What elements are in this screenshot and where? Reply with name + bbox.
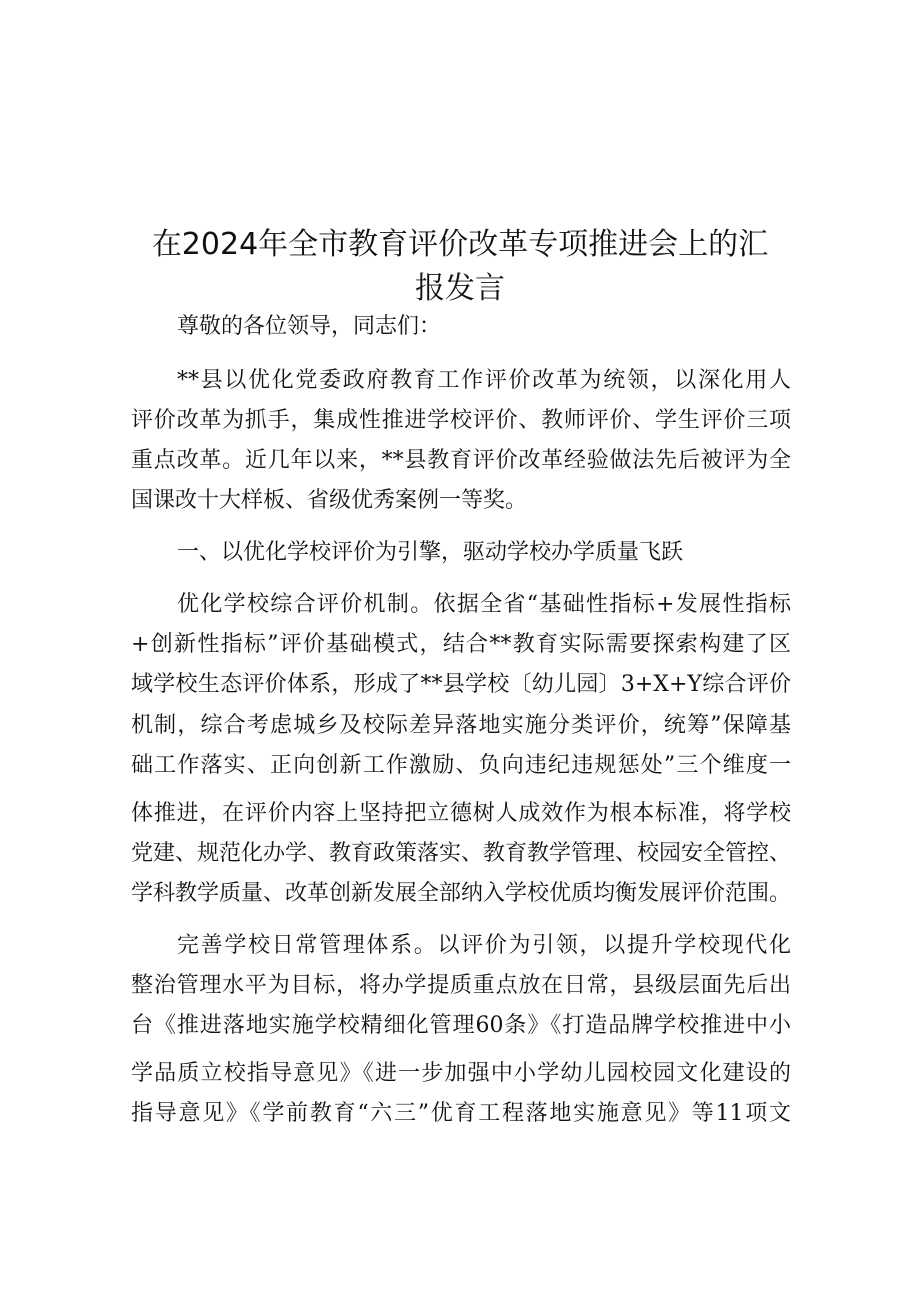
- paragraph-1-line: **县以优化党委政府教育工作评价改革为统领，以深化用人: [177, 368, 791, 393]
- paragraph-3-line: 指导意见》《学前教育“六三”优育工程落地实施意见》等11项文: [131, 1101, 791, 1126]
- paragraph-2-line: 党建、规范化办学、教育政策落实、教育教学管理、校园安全管控、: [131, 841, 792, 866]
- paragraph-2-line: 优化学校综合评价机制。依据全省“基础性指标+发展性指标: [177, 592, 791, 617]
- paragraph-1-line: 国课改十大样板、省级优秀案例一等奖。: [131, 488, 528, 513]
- paragraph-2-line: 机制，综合考虑城乡及校际差异落地实施分类评价，统筹”保障基: [131, 713, 791, 738]
- section-heading-1: 一、以优化学校评价为引擎，驱动学校办学质量飞跃: [177, 540, 684, 565]
- paragraph-1-line: 评价改革为抓手，集成性推进学校评价、教师评价、学生评价三项: [131, 408, 791, 433]
- salutation: 尊敬的各位领导，同志们：: [177, 314, 442, 339]
- paragraph-2-line: 体推进，在评价内容上坚持把立德树人成效作为根本标准，将学校: [131, 801, 791, 826]
- paragraph-2-line: 域学校生态评价体系，形成了**县学校〔幼儿园〕3+X+Y综合评价: [131, 672, 791, 697]
- paragraph-3-line: 台《推进落地实施学校精细化管理60条》《打造品牌学校推进中小: [131, 1013, 791, 1038]
- paragraph-3-line: 学品质立校指导意见》《进一步加强中小学幼儿园校园文化建设的: [131, 1061, 791, 1086]
- title-line-1: 在2024年全市教育评价改革专项推进会上的汇: [151, 227, 769, 262]
- paragraph-2-line: 学科教学质量、改革创新发展全部纳入学校优质均衡发展评价范围。: [131, 881, 792, 906]
- paragraph-2-line: +创新性指标”评价基础模式，结合**教育实际需要探索构建了区: [131, 632, 791, 657]
- paragraph-2-line: 础工作落实、正向创新工作激励、负向违纪违规惩处”三个维度一: [131, 753, 791, 778]
- paragraph-3-line: 完善学校日常管理体系。以评价为引领，以提升学校现代化: [177, 933, 791, 958]
- document-title: [150, 223, 770, 311]
- paragraph-3-line: 整治管理水平为目标，将办学提质重点放在日常，县级层面先后出: [131, 973, 791, 998]
- title-line-2: 报发言: [415, 271, 505, 306]
- paragraph-1-line: 重点改革。近几年以来，**县教育评价改革经验做法先后被评为全: [131, 448, 791, 473]
